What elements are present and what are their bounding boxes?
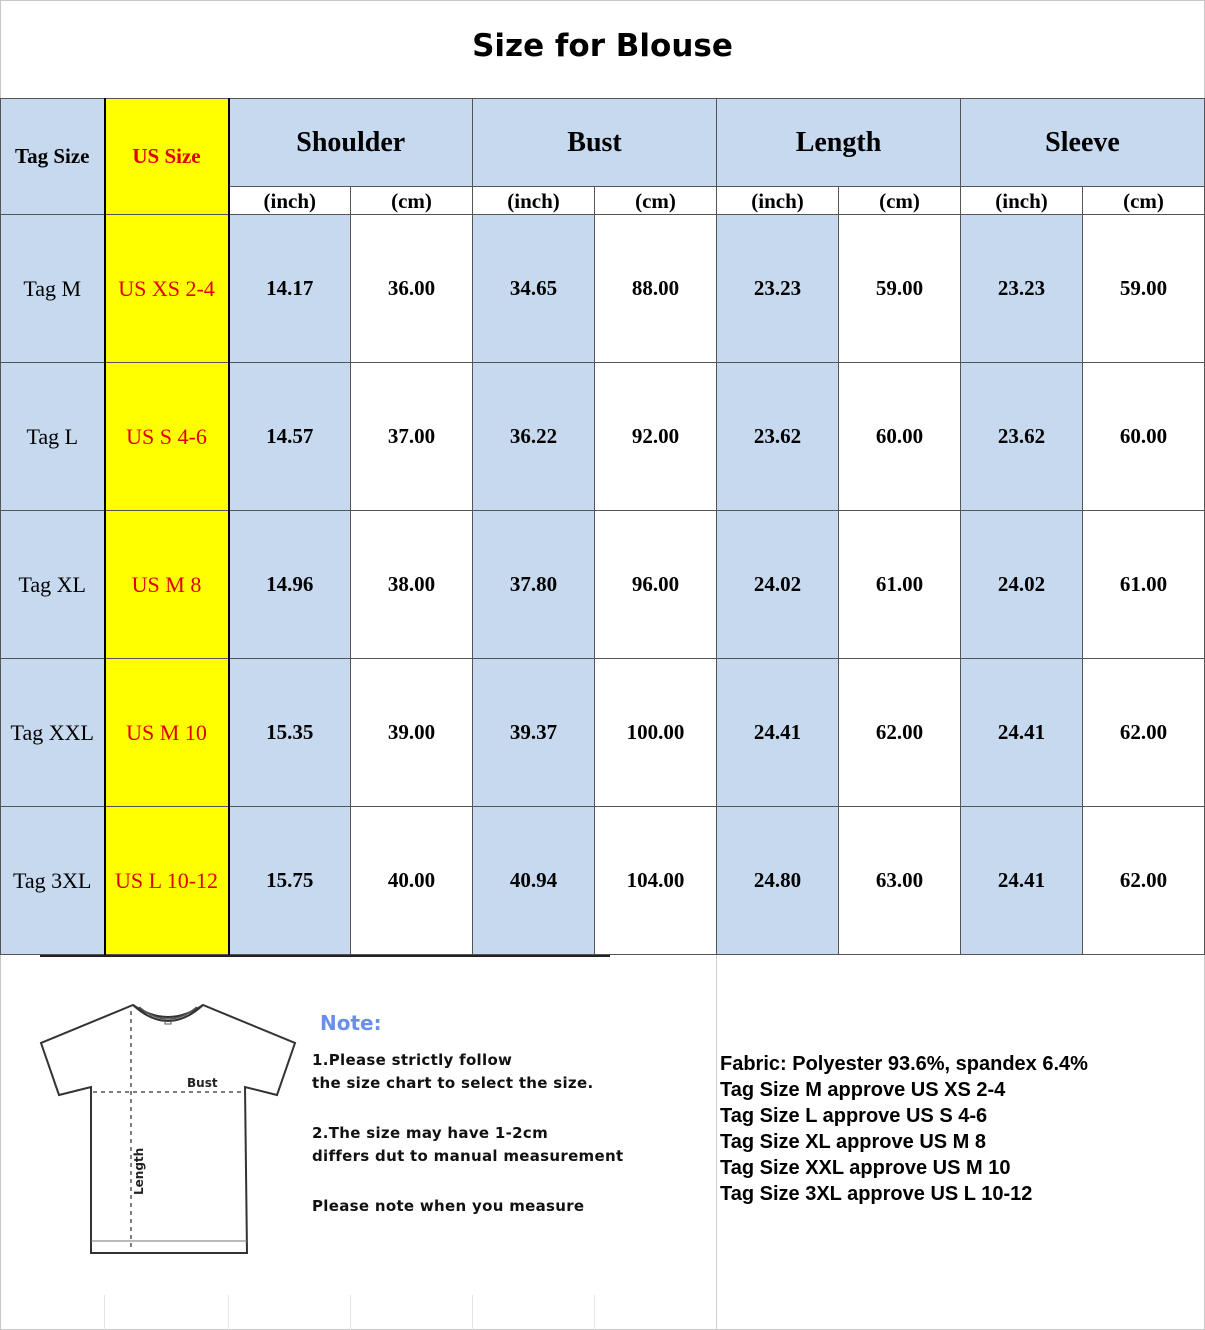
note-line: 2.The size may have 1-2cm bbox=[312, 1124, 549, 1142]
unit-inch: (inch) bbox=[473, 187, 595, 215]
us-size-cell: US S 4-6 bbox=[105, 363, 229, 511]
sleeve-cm-cell: 60.00 bbox=[1083, 363, 1205, 511]
unit-cm: (cm) bbox=[351, 187, 473, 215]
faint-gridline bbox=[594, 1295, 595, 1330]
shoulder-cm-cell: 39.00 bbox=[351, 659, 473, 807]
unit-cm: (cm) bbox=[839, 187, 961, 215]
sleeve-inch-cell: 24.41 bbox=[961, 807, 1083, 955]
section-rule bbox=[40, 955, 610, 957]
shoulder-cm-cell: 40.00 bbox=[351, 807, 473, 955]
shoulder-inch-cell: 14.96 bbox=[229, 511, 351, 659]
us-size-cell: US M 8 bbox=[105, 511, 229, 659]
unit-cm: (cm) bbox=[595, 187, 717, 215]
note-line: Please note when you measure bbox=[312, 1197, 585, 1215]
bust-cm-cell: 96.00 bbox=[595, 511, 717, 659]
table-row bbox=[1, 363, 1205, 511]
us-size-cell: US L 10-12 bbox=[105, 807, 229, 955]
tag-size-cell: Tag L bbox=[1, 363, 105, 511]
faint-gridline bbox=[472, 1295, 473, 1330]
us-size-header: US Size bbox=[105, 99, 229, 215]
unit-cm: (cm) bbox=[1083, 187, 1205, 215]
size-approve-line: Tag Size XL approve US M 8 bbox=[720, 1131, 986, 1153]
us-size-cell: US M 10 bbox=[105, 659, 229, 807]
shoulder-inch-cell: 14.57 bbox=[229, 363, 351, 511]
bust-cm-cell: 104.00 bbox=[595, 807, 717, 955]
tag-size-cell: Tag M bbox=[1, 215, 105, 363]
sleeve-header: Sleeve bbox=[961, 99, 1205, 187]
table-row bbox=[1, 215, 1205, 363]
sleeve-inch-cell: 23.62 bbox=[961, 363, 1083, 511]
table-row bbox=[1, 511, 1205, 659]
shoulder-cm-cell: 36.00 bbox=[351, 215, 473, 363]
table-row bbox=[1, 807, 1205, 955]
sleeve-cm-cell: 62.00 bbox=[1083, 807, 1205, 955]
sleeve-inch-cell: 24.41 bbox=[961, 659, 1083, 807]
tshirt-outline bbox=[41, 1005, 295, 1253]
bust-inch-cell: 37.80 bbox=[473, 511, 595, 659]
length-cm-cell: 61.00 bbox=[839, 511, 961, 659]
tag-size-cell: Tag 3XL bbox=[1, 807, 105, 955]
shoulder-inch-cell: 15.75 bbox=[229, 807, 351, 955]
length-label: Length bbox=[132, 1147, 146, 1195]
faint-gridline bbox=[350, 1295, 351, 1330]
length-cm-cell: 60.00 bbox=[839, 363, 961, 511]
unit-inch: (inch) bbox=[717, 187, 839, 215]
note-title: Note: bbox=[320, 1011, 382, 1035]
bust-cm-cell: 92.00 bbox=[595, 363, 717, 511]
note-line: differs dut to manual measurement bbox=[312, 1147, 624, 1165]
section-divider bbox=[716, 955, 717, 1330]
info-section bbox=[0, 955, 1205, 1330]
shoulder-inch-cell: 14.17 bbox=[229, 215, 351, 363]
sleeve-inch-cell: 23.23 bbox=[961, 215, 1083, 363]
page-title: Size for Blouse bbox=[472, 28, 733, 64]
table-row bbox=[1, 659, 1205, 807]
length-inch-cell: 23.23 bbox=[717, 215, 839, 363]
bust-cm-cell: 100.00 bbox=[595, 659, 717, 807]
note-line: the size chart to select the size. bbox=[312, 1074, 594, 1092]
tag-size-cell: Tag XL bbox=[1, 511, 105, 659]
length-header: Length bbox=[717, 99, 961, 187]
header-row bbox=[1, 99, 1205, 187]
length-inch-cell: 24.80 bbox=[717, 807, 839, 955]
length-cm-cell: 62.00 bbox=[839, 659, 961, 807]
fabric-info bbox=[720, 1051, 1088, 1207]
size-approve-line: Tag Size 3XL approve US L 10-12 bbox=[720, 1183, 1033, 1205]
bust-cm-cell: 88.00 bbox=[595, 215, 717, 363]
size-approve-line: Tag Size M approve US XS 2-4 bbox=[720, 1079, 1006, 1101]
sleeve-cm-cell: 61.00 bbox=[1083, 511, 1205, 659]
bust-inch-cell: 36.22 bbox=[473, 363, 595, 511]
length-cm-cell: 59.00 bbox=[839, 215, 961, 363]
unit-inch: (inch) bbox=[229, 187, 351, 215]
faint-gridline bbox=[104, 1295, 105, 1330]
length-inch-cell: 24.02 bbox=[717, 511, 839, 659]
sleeve-inch-cell: 24.02 bbox=[961, 511, 1083, 659]
bust-header: Bust bbox=[473, 99, 717, 187]
bust-inch-cell: 40.94 bbox=[473, 807, 595, 955]
faint-gridline bbox=[228, 1295, 229, 1330]
size-table bbox=[0, 98, 1205, 955]
tag-size-header: Tag Size bbox=[1, 99, 105, 215]
bust-label: Bust bbox=[187, 1076, 218, 1090]
shoulder-cm-cell: 38.00 bbox=[351, 511, 473, 659]
length-cm-cell: 63.00 bbox=[839, 807, 961, 955]
size-approve-line: Tag Size L approve US S 4-6 bbox=[720, 1105, 988, 1127]
unit-inch: (inch) bbox=[961, 187, 1083, 215]
bust-inch-cell: 34.65 bbox=[473, 215, 595, 363]
shoulder-inch-cell: 15.35 bbox=[229, 659, 351, 807]
length-inch-cell: 24.41 bbox=[717, 659, 839, 807]
note-block bbox=[312, 1011, 623, 1218]
note-line: 1.Please strictly follow bbox=[312, 1051, 513, 1069]
size-approve-line: Tag Size XXL approve US M 10 bbox=[720, 1157, 1011, 1179]
sleeve-cm-cell: 59.00 bbox=[1083, 215, 1205, 363]
tshirt-measurement-diagram bbox=[35, 995, 305, 1265]
length-inch-cell: 23.62 bbox=[717, 363, 839, 511]
shoulder-cm-cell: 37.00 bbox=[351, 363, 473, 511]
sleeve-cm-cell: 62.00 bbox=[1083, 659, 1205, 807]
bust-inch-cell: 39.37 bbox=[473, 659, 595, 807]
tag-size-cell: Tag XXL bbox=[1, 659, 105, 807]
us-size-cell: US XS 2-4 bbox=[105, 215, 229, 363]
shoulder-header: Shoulder bbox=[229, 99, 473, 187]
fabric-line: Fabric: Polyester 93.6%, spandex 6.4% bbox=[720, 1053, 1088, 1075]
